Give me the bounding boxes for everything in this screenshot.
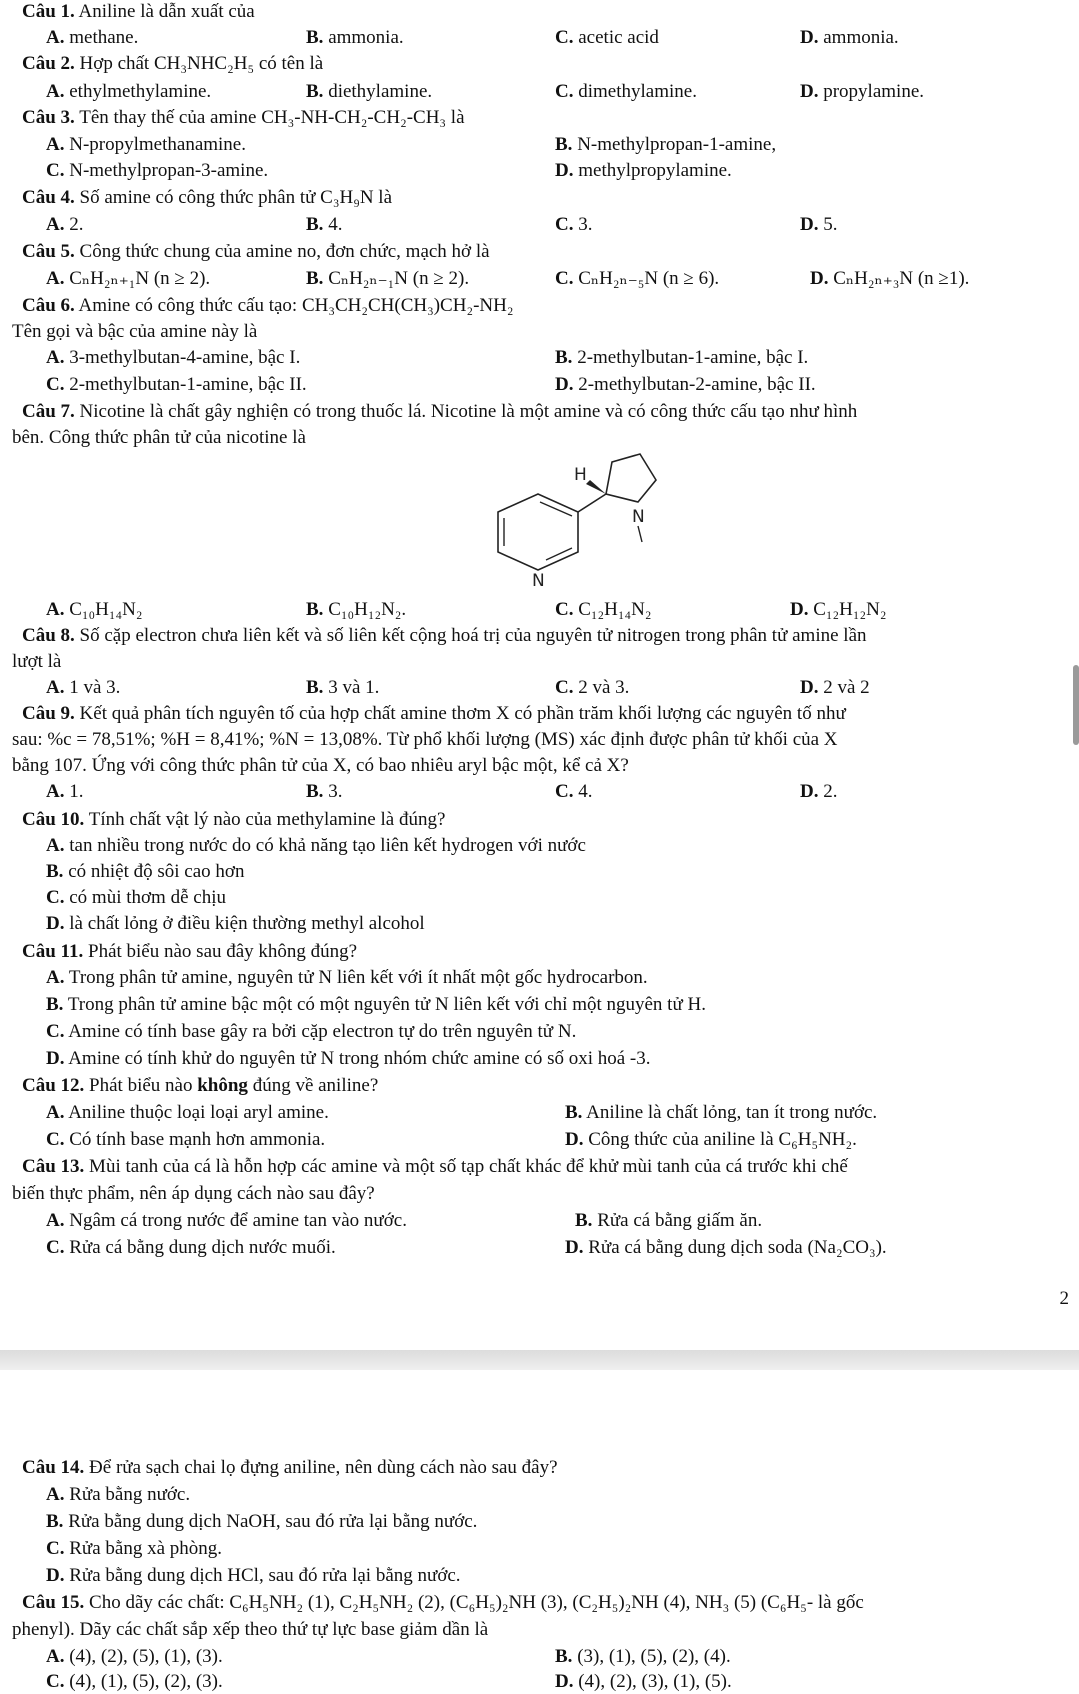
- q10-option-a: A. tan nhiều trong nước do có khả năng tạo liên kết hydrogen với nước: [46, 835, 586, 856]
- q8-option-a: A. 1 và 3.: [46, 677, 121, 698]
- question-9-line2: sau: %c = 78,51%; %H = 8,41%; %N = 13,08%. Từ phổ khối lượng (MS) xác định được phân tử khối của X: [12, 729, 838, 750]
- q13-option-c: C. Rửa cá bằng dung dịch nước muối.: [46, 1237, 336, 1258]
- q15-option-c: C. (4), (1), (5), (2), (3).: [46, 1671, 223, 1692]
- q10-option-b: B. có nhiệt độ sôi cao hơn: [46, 861, 245, 882]
- q7-option-b: B. C₁₀H₁₂N₂.: [306, 599, 407, 620]
- q7-option-a: A. C₁₀H₁₄N₂: [46, 599, 143, 620]
- pyridine-n-label: N: [532, 571, 545, 590]
- q11-option-c: C. Amine có tính base gây ra bởi cặp electron tự do trên nguyên tử N.: [46, 1021, 577, 1042]
- q10-option-c: C. có mùi thơm dễ chịu: [46, 887, 226, 908]
- q5-option-b: B. CₙH₂ₙ₋₁N (n ≥ 2).: [306, 268, 470, 289]
- scrollbar-thumb[interactable]: [1073, 665, 1079, 745]
- q13-option-b: B. Rửa cá bằng giấm ăn.: [575, 1210, 763, 1231]
- question-2: Câu 2. Hợp chất CH₃NHC₂H₅ có tên là: [22, 53, 324, 74]
- q11-option-b: B. Trong phân tử amine bậc một có một nguyên tử N liên kết với chỉ một nguyên tử H.: [46, 994, 706, 1015]
- q3-option-a: A. N-propylmethanamine.: [46, 134, 246, 155]
- q14-option-b: B. Rửa bằng dung dịch NaOH, sau đó rửa lại bằng nước.: [46, 1511, 478, 1532]
- q8-option-c: C. 2 và 3.: [555, 677, 630, 698]
- question-1: Câu 1. Aniline là dẫn xuất của: [22, 1, 255, 22]
- pyrrolidine-ring: [606, 454, 656, 502]
- q13-option-a: A. Ngâm cá trong nước để amine tan vào nước.: [46, 1210, 407, 1231]
- question-3: Câu 3. Tên thay thế của amine CH₃-NH-CH₂-CH₂-CH₃ là: [22, 107, 465, 128]
- question-9: Câu 9. Kết quả phân tích nguyên tố của hợp chất amine thơm X có phần trăm khối lượng các nguyên tố như: [22, 703, 846, 724]
- q6-option-b: B. 2-methylbutan-1-amine, bậc I.: [555, 347, 809, 368]
- q15-option-b: B. (3), (1), (5), (2), (4).: [555, 1646, 731, 1667]
- q9-option-d: D. 2.: [800, 781, 838, 802]
- q12-option-d: D. Công thức của aniline là C₆H₅NH₂.: [565, 1129, 857, 1150]
- q4-option-d: D. 5.: [800, 214, 838, 235]
- q14-option-c: C. Rửa bằng xà phòng.: [46, 1538, 223, 1559]
- question-13: Câu 13. Mùi tanh của cá là hỗn hợp các amine và một số tạp chất khác để khử mùi tanh của cá trước khi chế: [22, 1156, 848, 1177]
- question-11: Câu 11. Phát biểu nào sau đây không đúng?: [22, 941, 358, 962]
- q6-option-a: A. 3-methylbutan-4-amine, bậc I.: [46, 347, 301, 368]
- page-divider: [0, 1350, 1079, 1370]
- question-6-line2: Tên gọi và bậc của amine này là: [12, 321, 258, 342]
- question-7: Câu 7. Nicotine là chất gây nghiện có trong thuốc lá. Nicotine là một amine và có công thức cấu tạo như hình: [22, 401, 858, 422]
- q12-option-a: A. Aniline thuộc loại loại aryl amine.: [46, 1102, 329, 1123]
- q12-option-c: C. Có tính base mạnh hơn ammonia.: [46, 1129, 326, 1150]
- q1-option-c: C. acetic acid: [555, 27, 659, 48]
- page-number: 2: [1059, 1288, 1069, 1309]
- question-6: Câu 6. Amine có công thức cấu tạo: CH₃CH₂CH(CH₃)CH₂-NH₂: [22, 295, 514, 316]
- question-4: Câu 4. Số amine có công thức phân tử C₃H₉N là: [22, 187, 392, 208]
- q5-option-a: A. CₙH₂ₙ₊₁N (n ≥ 2).: [46, 268, 211, 289]
- question-13-line2: biến thực phẩm, nên áp dụng cách nào sau đây?: [12, 1183, 375, 1204]
- question-14: Câu 14. Để rửa sạch chai lọ đựng aniline, nên dùng cách nào sau đây?: [22, 1457, 558, 1478]
- q4-option-b: B. 4.: [306, 214, 343, 235]
- q3-option-b: B. N-methylpropan-1-amine,: [555, 134, 777, 155]
- q3-option-d: D. methylpropylamine.: [555, 160, 732, 181]
- q1-option-b: B. ammonia.: [306, 27, 404, 48]
- q1-option-a: A. methane.: [46, 27, 139, 48]
- question-15: Câu 15. Cho dãy các chất: C₆H₅NH₂ (1), C₂H₅NH₂ (2), (C₆H₅)₂NH (3), (C₂H₅)₂NH (4), NH₃ (5) (C₆H₅- là gốc: [22, 1592, 864, 1613]
- q14-option-d: D. Rửa bằng dung dịch HCl, sau đó rửa lại bằng nước.: [46, 1565, 461, 1586]
- q2-option-a: A. ethylmethylamine.: [46, 81, 212, 102]
- question-9-line3: bằng 107. Ứng với công thức phân tử của X, có bao nhiêu aryl bậc một, kể cả X?: [12, 755, 629, 776]
- q13-option-d: D. Rửa cá bằng dung dịch soda (Na₂CO₃).: [565, 1237, 887, 1258]
- q4-option-a: A. 2.: [46, 214, 84, 235]
- q12-option-b: B. Aniline là chất lỏng, tan ít trong nước.: [565, 1102, 878, 1123]
- q3-option-c: C. N-methylpropan-3-amine.: [46, 160, 269, 181]
- q15-option-d: D. (4), (2), (3), (1), (5).: [555, 1671, 732, 1692]
- q11-option-d: D. Amine có tính khử do nguyên tử N trong nhóm chức amine có số oxi hoá -3.: [46, 1048, 651, 1069]
- q15-option-a: A. (4), (2), (5), (1), (3).: [46, 1646, 223, 1667]
- q9-option-a: A. 1.: [46, 781, 84, 802]
- q8-option-d: D. 2 và 2: [800, 677, 870, 698]
- q5-option-d: D. CₙH₂ₙ₊₃N (n ≥1).: [810, 268, 970, 289]
- q6-option-c: C. 2-methylbutan-1-amine, bậc II.: [46, 374, 307, 395]
- q1-option-d: D. ammonia.: [800, 27, 899, 48]
- q6-option-d: D. 2-methylbutan-2-amine, bậc II.: [555, 374, 816, 395]
- q2-option-b: B. diethylamine.: [306, 81, 433, 102]
- page-sheet-2: [0, 1370, 1079, 1693]
- q14-option-a: A. Rửa bằng nước.: [46, 1484, 191, 1505]
- q4-option-c: C. 3.: [555, 214, 593, 235]
- question-7-line2: bên. Công thức phân tử của nicotine là: [12, 427, 306, 448]
- q2-option-d: D. propylamine.: [800, 81, 925, 102]
- pyrrolidine-n-label: N: [632, 507, 645, 527]
- q7-option-d: D. C₁₂H₁₂N₂: [790, 599, 887, 620]
- question-8: Câu 8. Số cặp electron chưa liên kết và số liên kết cộng hoá trị của nguyên tử nitrogen trong phân tử amine lần: [22, 625, 867, 646]
- question-8-line2: lượt là: [12, 651, 62, 672]
- hydrogen-label: H: [574, 465, 587, 485]
- pyridine-ring: [498, 494, 578, 570]
- q7-option-c: C. C₁₂H₁₄N₂: [555, 599, 652, 620]
- question-10: Câu 10. Tính chất vật lý nào của methylamine là đúng?: [22, 809, 446, 830]
- question-12: Câu 12. Phát biểu nào không đúng về aniline?: [22, 1075, 379, 1096]
- nicotine-structure: [480, 450, 680, 590]
- question-15-line2: phenyl). Dãy các chất sắp xếp theo thứ tự lực base giảm dần là: [12, 1619, 489, 1640]
- q9-option-c: C. 4.: [555, 781, 593, 802]
- q11-option-a: A. Trong phân tử amine, nguyên tử N liên kết với ít nhất một gốc hydrocarbon.: [46, 967, 648, 988]
- q9-option-b: B. 3.: [306, 781, 343, 802]
- q8-option-b: B. 3 và 1.: [306, 677, 380, 698]
- q10-option-d: D. là chất lỏng ở điều kiện thường methyl alcohol: [46, 913, 425, 934]
- q2-option-c: C. dimethylamine.: [555, 81, 697, 102]
- q5-option-c: C. CₙH₂ₙ₋₅N (n ≥ 6).: [555, 268, 720, 289]
- question-5: Câu 5. Công thức chung của amine no, đơn chức, mạch hở là: [22, 241, 490, 262]
